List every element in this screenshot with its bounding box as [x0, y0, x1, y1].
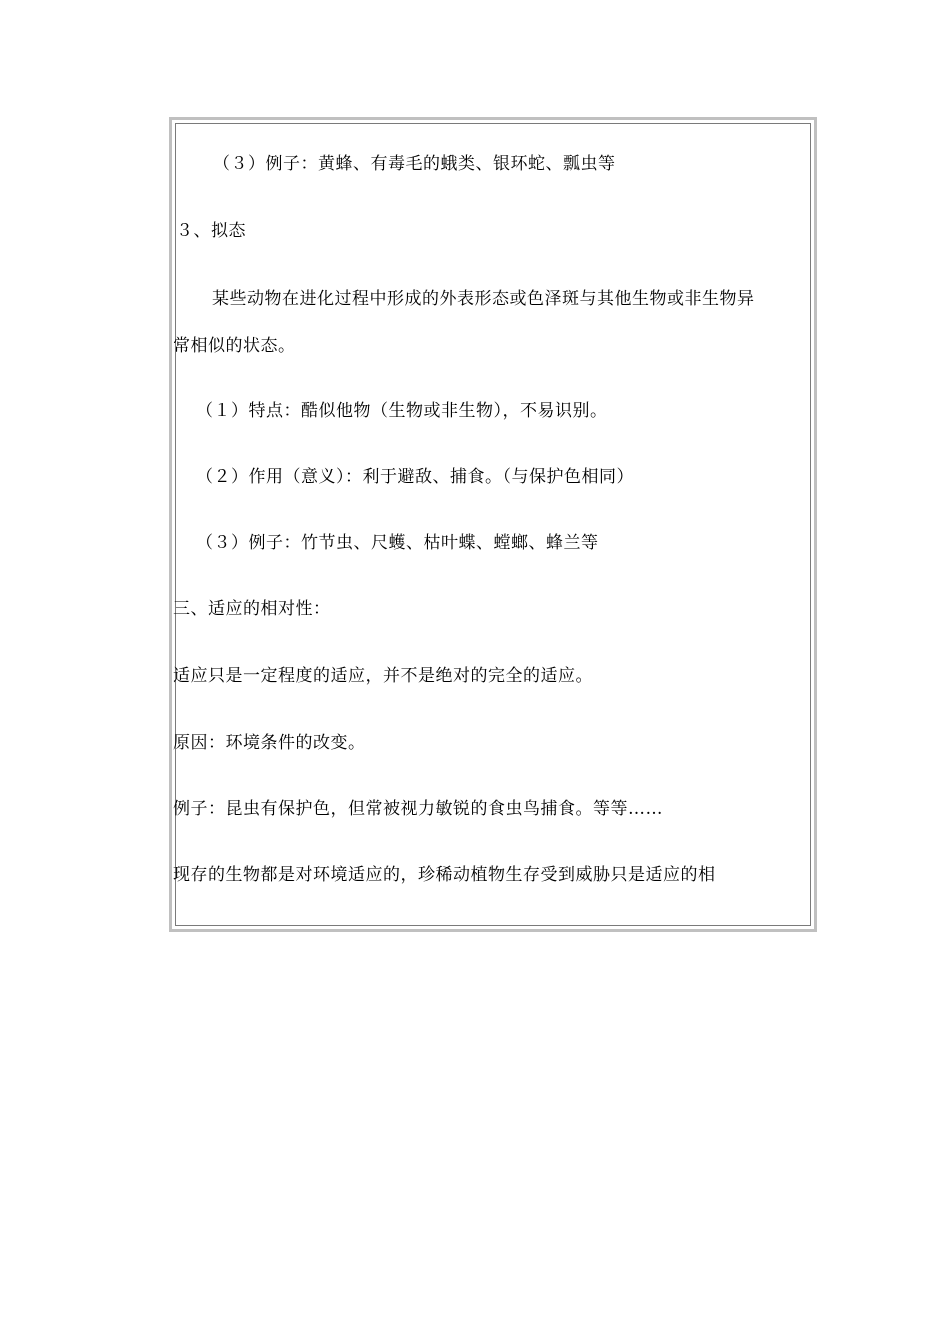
text-line-mimicry-definition-1: 某些动物在进化过程中形成的外表形态或色泽斑与其他生物或非生物异 [212, 289, 755, 309]
heading-relativity-of-adaptation: 三、适应的相对性： [173, 599, 331, 619]
text-line-example-warning: （３）例子：黄蜂、有毒毛的蛾类、银环蛇、瓢虫等 [213, 154, 616, 174]
heading-mimicry: ３、拟态 [176, 221, 246, 241]
text-line-mimicry-function: （２）作用（意义）：利于避敌、捕食。（与保护色相同） [196, 467, 634, 487]
text-line-reason: 原因：环境条件的改变。 [173, 733, 366, 753]
text-line-example-insects: 例子：昆虫有保护色，但常被视力敏锐的食虫鸟捕食。等等…… [173, 799, 663, 819]
text-line-adaptation-relative: 适应只是一定程度的适应，并不是绝对的完全的适应。 [173, 666, 593, 686]
text-line-mimicry-example: （３）例子：竹节虫、尺蠖、枯叶蝶、螳螂、蜂兰等 [196, 533, 599, 553]
text-line-existing-organisms: 现存的生物都是对环境适应的，珍稀动植物生存受到威胁只是适应的相 [173, 865, 716, 885]
text-line-mimicry-definition-2: 常相似的状态。 [173, 336, 296, 356]
text-line-mimicry-feature: （１）特点：酷似他物（生物或非生物），不易识别。 [196, 401, 608, 421]
